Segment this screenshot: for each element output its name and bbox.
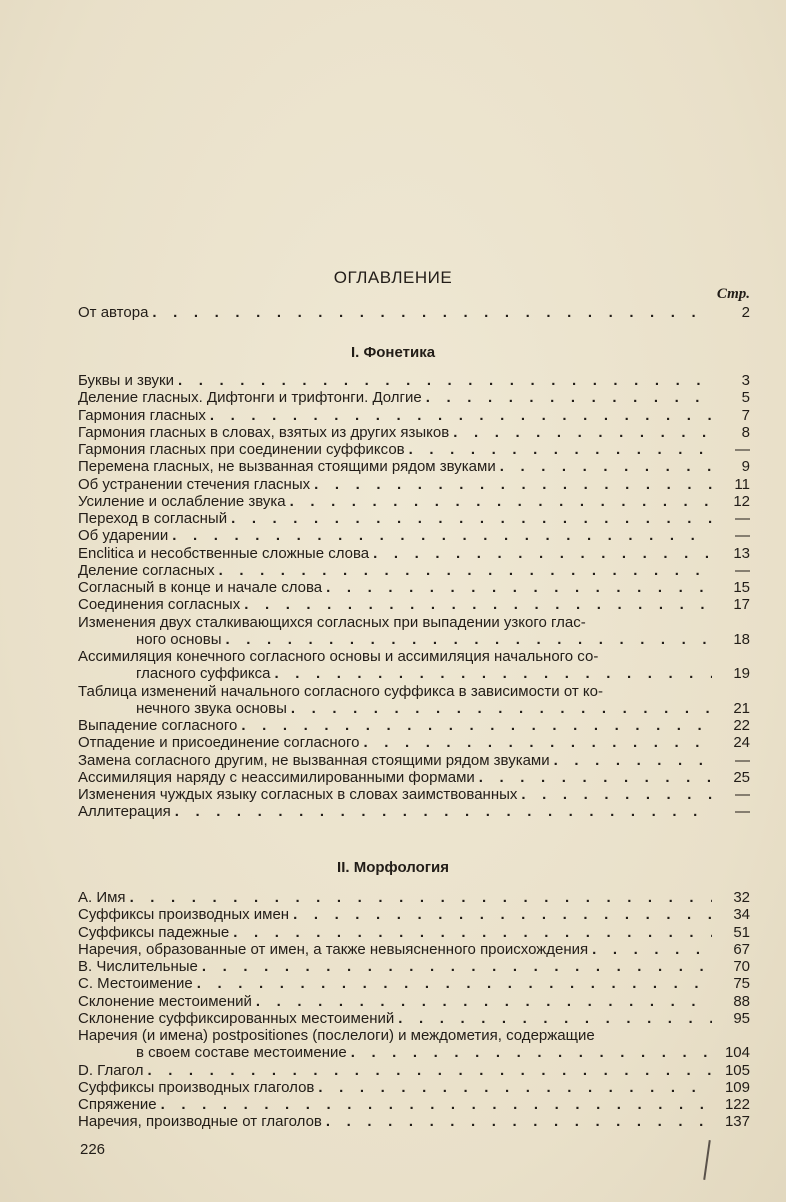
toc-entry-page: 104: [724, 1044, 750, 1062]
toc-entry-title: B. Числительные: [78, 958, 198, 975]
toc-entry: [78, 1113, 750, 1130]
toc-entry-title: гласного суффикса: [136, 665, 271, 683]
toc-entry-title: Отпадение и присоединение согласного: [78, 734, 360, 752]
dot-leader: [147, 1062, 712, 1079]
toc-entry-page: 22: [733, 717, 750, 734]
toc-entry: [78, 700, 750, 717]
toc-entry-page: 32: [733, 889, 750, 906]
toc-entry-title: Усиление и ослабление звука: [78, 492, 286, 510]
toc-entry-page: 17: [733, 596, 750, 614]
dot-leader: [453, 424, 712, 441]
toc-entry-page: 24: [733, 734, 750, 752]
toc-entry-page: 122: [724, 1096, 750, 1113]
toc-entry-page: —: [735, 786, 750, 803]
toc-entry-title: Ассимиляция наряду с неассимилированными формами: [78, 768, 475, 786]
toc-intro: [78, 304, 750, 321]
toc-title: ОГЛАВЛЕНИЕ: [333, 268, 453, 287]
dot-leader: [363, 734, 712, 751]
dot-leader: [226, 631, 713, 648]
toc-entry-title: Гармония гласных в словах, взятых из других языков: [78, 423, 450, 441]
toc-entry-title: Наречия (и имена) postpositiones (послелоги) и междометия, содержащие: [78, 1027, 595, 1044]
toc-entry-page: 2: [741, 304, 750, 321]
toc-entry: [78, 304, 750, 321]
pencil-mark: [703, 1140, 711, 1180]
toc-entry-title: Согласный в конце и начале слова: [78, 579, 323, 596]
toc-entry-title: Соединения согласных: [78, 596, 241, 614]
dot-leader: [274, 665, 712, 682]
toc-entry: [78, 734, 750, 751]
toc-entry-title: в своем составе местоимение: [136, 1044, 347, 1062]
toc-entry: [78, 614, 750, 631]
toc-entry-title: Деление согласных: [78, 561, 215, 579]
toc-entry: [78, 648, 750, 665]
toc-entry: [78, 1010, 750, 1027]
toc-entry-page: 109: [724, 1078, 750, 1096]
toc-section-phonetics: [78, 372, 750, 821]
toc-entry: [78, 1079, 750, 1096]
toc-entry: [78, 665, 750, 682]
toc-entry-page: 7: [741, 406, 750, 424]
toc-entry-page: 51: [733, 923, 750, 941]
toc-entry-title: Выпадение согласного: [78, 717, 238, 734]
toc-entry-title: Об устранении стечения гласных: [78, 475, 311, 493]
dot-leader: [152, 304, 712, 321]
toc-entry: [78, 562, 750, 579]
toc-entry: [78, 545, 750, 562]
dot-leader: [426, 389, 712, 406]
toc-entry: [78, 596, 750, 613]
toc-entry-title: Переход в согласный: [78, 510, 228, 527]
toc-entry-title: Суффиксы падежные: [78, 923, 230, 941]
toc-entry-title: Enclitica и несобственные сложные слова: [78, 544, 370, 562]
toc-entry: [78, 510, 750, 527]
dot-leader: [210, 407, 712, 424]
toc-entry: [78, 924, 750, 941]
toc-entry: [78, 717, 750, 734]
toc-entry-page: 67: [733, 940, 750, 958]
dot-leader: [197, 975, 712, 992]
toc-entry: [78, 458, 750, 475]
toc-entry-title: Перемена гласных, не вызванная стоящими рядом звуками: [78, 458, 496, 476]
toc-entry-page: 8: [741, 423, 750, 441]
toc-entry-title: Спряжение: [78, 1096, 157, 1113]
toc-entry: [78, 803, 750, 820]
toc-entry-title: Об ударении: [78, 527, 169, 545]
toc-entry-page: 21: [733, 699, 750, 717]
toc-entry-page: 34: [733, 906, 750, 924]
toc-entry-title: C. Местоимение: [78, 975, 193, 993]
toc-entry: [78, 424, 750, 441]
toc-entry-page: 70: [733, 958, 750, 975]
dot-leader: [326, 579, 712, 596]
toc-entry-page: 13: [733, 544, 750, 562]
toc-entry-title: Замена согласного другим, не вызванная стоящими рядом звуками: [78, 751, 550, 769]
toc-entry-page: 3: [741, 372, 750, 389]
toc-entry-page: 105: [724, 1061, 750, 1079]
toc-entry: [78, 579, 750, 596]
toc-entry-page: 88: [733, 992, 750, 1010]
dot-leader: [318, 1079, 712, 1096]
toc-entry: [78, 631, 750, 648]
toc-entry: [78, 441, 750, 458]
toc-entry: [78, 527, 750, 544]
toc-entry-title: Изменения чуждых языку согласных в словах заимствованных: [78, 786, 518, 803]
toc-entry: [78, 1044, 750, 1061]
toc-entry-title: Ассимиляция конечного согласного основы и ассимиляция начального со-: [78, 648, 599, 665]
dot-leader: [233, 924, 712, 941]
toc-entry-title: A. Имя: [78, 889, 126, 906]
toc-entry-title: Таблица изменений начального согласного суффикса в зависимости от ко-: [78, 682, 603, 700]
toc-entry-title: Склонение местоимений: [78, 992, 252, 1010]
toc-entry-title: D. Глагол: [78, 1061, 144, 1079]
toc-entry-title: Аллитерация: [78, 803, 171, 821]
toc-entry-title: Суффиксы производных глаголов: [78, 1078, 315, 1096]
toc-entry-title: От автора: [78, 304, 149, 321]
toc-entry: [78, 786, 750, 803]
dot-leader: [326, 1113, 712, 1130]
toc-entry-title: Наречия, производные от глаголов: [78, 1113, 322, 1131]
dot-leader: [398, 1010, 712, 1027]
section-heading: II. Морфология: [337, 859, 449, 876]
toc-entry: [78, 958, 750, 975]
toc-entry: [78, 941, 750, 958]
dot-leader: [130, 889, 712, 906]
dot-leader: [202, 958, 712, 975]
section-heading: I. Фонетика: [350, 344, 436, 361]
toc-entry-page: 19: [733, 665, 750, 683]
dot-leader: [241, 717, 712, 734]
toc-entry-title: ного основы: [136, 630, 222, 648]
toc-entry: [78, 683, 750, 700]
toc-entry-page: 25: [733, 768, 750, 786]
toc-entry-page: 12: [733, 492, 750, 510]
toc-entry-page: —: [735, 510, 750, 527]
toc-entry: [78, 372, 750, 389]
toc-entry-page: —: [735, 803, 750, 821]
toc-entry-page: 11: [734, 475, 750, 493]
toc-entry-page: —: [735, 441, 750, 458]
toc-entry-page: 75: [733, 975, 750, 993]
toc-entry-title: Гармония гласных: [78, 406, 206, 424]
toc-entry-title: Гармония гласных при соединении суффиксов: [78, 441, 405, 458]
toc-entry: [78, 407, 750, 424]
page-number: 226: [80, 1141, 106, 1158]
dot-leader: [172, 527, 712, 544]
toc-entry-page: 95: [733, 1009, 750, 1027]
dot-leader: [293, 906, 712, 923]
toc-entry-title: Наречия, образованные от имен, а также невыясненного происхождения: [78, 940, 589, 958]
toc-entry-page: 137: [724, 1113, 750, 1131]
toc-entry-title: Суффиксы производных имен: [78, 906, 290, 924]
dot-leader: [175, 803, 712, 820]
dot-leader: [244, 596, 712, 613]
toc-entry-title: нечного звука основы: [136, 699, 287, 717]
toc-entry-page: —: [735, 751, 750, 769]
dot-leader: [291, 700, 712, 717]
toc-entry-page: 5: [741, 389, 750, 407]
toc-entry: [78, 389, 750, 406]
toc-entry: [78, 493, 750, 510]
dot-leader: [314, 476, 712, 493]
dot-leader: [409, 441, 712, 458]
toc-entry-title: Деление гласных. Дифтонги и трифтонги. Долгие: [78, 389, 422, 407]
toc-entry-page: 15: [733, 579, 750, 596]
dot-leader: [479, 769, 712, 786]
toc-entry-page: —: [735, 561, 750, 579]
toc-entry-title: Изменения двух сталкивающихся согласных при выпадении узкого глас-: [78, 613, 586, 631]
toc-entry: [78, 1027, 750, 1044]
toc-entry: [78, 1062, 750, 1079]
dot-leader: [256, 993, 712, 1010]
toc-entry: [78, 975, 750, 992]
toc-entry: [78, 889, 750, 906]
dot-leader: [500, 458, 712, 475]
dot-leader: [373, 545, 712, 562]
dot-leader: [592, 941, 712, 958]
toc-entry: [78, 752, 750, 769]
toc-entry-title: Склонение суффиксированных местоимений: [78, 1009, 395, 1027]
toc-entry-page: —: [735, 527, 750, 545]
toc-entry: [78, 993, 750, 1010]
toc-entry-page: 18: [733, 630, 750, 648]
dot-leader: [178, 372, 712, 389]
dot-leader: [231, 510, 712, 527]
dot-leader: [351, 1044, 712, 1061]
toc-entry-title: Буквы и звуки: [78, 372, 174, 389]
toc-entry: [78, 906, 750, 923]
dot-leader: [554, 752, 712, 769]
toc-section-morphology: [78, 889, 750, 1131]
toc-entry: [78, 769, 750, 786]
toc-entry: [78, 476, 750, 493]
page-column-label: Стр.: [716, 286, 750, 302]
toc-entry: [78, 1096, 750, 1113]
toc-entry-page: 9: [741, 458, 750, 476]
dot-leader: [219, 562, 712, 579]
dot-leader: [521, 786, 712, 803]
dot-leader: [290, 493, 712, 510]
dot-leader: [161, 1096, 712, 1113]
